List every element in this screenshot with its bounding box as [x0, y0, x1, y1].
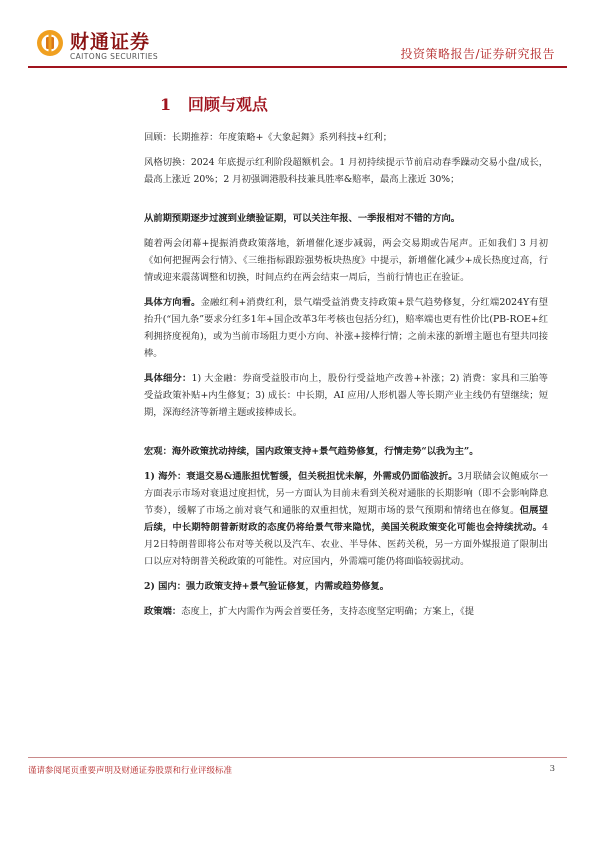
paragraph-direction — [144, 294, 548, 362]
section-number: 1 — [160, 95, 172, 114]
header-divider — [28, 66, 567, 68]
paragraph-segments — [144, 370, 548, 421]
paragraph-overseas — [144, 468, 548, 570]
segments-lead: 具体细分： — [144, 373, 192, 384]
paragraph-two-sessions: 随着两会闭幕+提振消费政策落地，新增催化逐步减弱，两会交易期或告尾声。正如我们 3 月初《如何把握两会行情》、《三维指标跟踪强势板块热度》中提示，新增催化减少+成长热度过高，行情或迎来震荡调整和切换，时间点约在两会结束一周后，当前行情也正在验证。 — [144, 238, 548, 283]
page-number: 3 — [549, 764, 555, 774]
overseas-end: 4月2日特朗普即将公布对等关税以及汽车、农业、半导体、医药关税，另一方面外媒报道了限制出口以应对特朗普关税政策的可能性。对应国内，外需端可能仍将面临较弱扰动。 — [144, 522, 548, 567]
page-header — [0, 0, 595, 70]
paragraph-domestic: 2) 国内：强力政策支持+景气验证修复，内需或趋势修复。 — [144, 581, 390, 592]
paragraph-review: 回顾：长期推荐：年度策略+《大象起舞》系列科技+红利； — [144, 132, 393, 143]
paragraph-style-switch: 风格切换：2024 年底提示红利阶段超额机会。1 月初持续提示节前启动春季躁动交易小盘/成长，最高上涨近 20%；2 月初强调港股科技兼具胜率&赔率，最高上涨近 30%； — [144, 157, 548, 185]
company-logo — [36, 24, 184, 68]
overseas-body: 3月联储会议鲍威尔一方面表示市场对衰退过度担忧，另一方面认为目前未看到关税对通胀的长期影响（即不会影响降息节奏），缓解了市场之前对衰气和通胀的双重担忧，短期市场的景气预期和情绪也在修复。 — [144, 471, 549, 516]
logo-english-name: CAITONG SECURITIES — [70, 52, 159, 61]
paragraph-macro: 宏观：海外政策扰动持续，国内政策支持+景气趋势修复，行情走势“以我为主”。 — [144, 446, 479, 457]
section-heading — [160, 92, 548, 115]
footer-disclaimer: 谨请参阅尾页重要声明及财通证券股票和行业评级标准 — [28, 766, 233, 776]
main-content — [144, 92, 548, 628]
paragraph-policy — [144, 603, 548, 620]
overseas-lead: 1) 海外：衰退交易&通胀担忧暂缓，但关税担忧未解，外需或仍面临波折。 — [144, 471, 458, 482]
segments-body: 1) 大金融：券商受益股市向上，股份行受益地产改善+补涨；2) 消费：家具和三胎等受益政策补贴+内生修复；3) 成长：中长期，AI 应用/人形机器人等长期产业主线仍有望继续；短期，深海经济等新增主题或接棒成长。 — [144, 373, 548, 418]
logo-emblem-icon — [36, 28, 64, 58]
paragraph-key-view: 从前期预期逐步过渡到业绩验证期，可以关注年报、一季报相对不错的方向。 — [144, 213, 461, 224]
logo-chinese-name: 财通证券 — [70, 31, 151, 53]
section-title: 回顾与观点 — [187, 95, 268, 114]
footer-divider — [28, 757, 567, 758]
direction-lead: 具体方向看。 — [144, 297, 201, 308]
direction-body: 金融红利+消费红利，景气端受益消费支持政策+景气趋势修复，分红端2024Y有望抬升(“国九条”要求分红多1年+国企改革3年考核也包括分红)，赔率端也更有性价比(PB-ROE+红利拥挤度视角)，或为当前市场阻力更小方向、补涨+接棒行情；之前未涨的新增主题也有望共同接棒。 — [144, 297, 548, 359]
policy-body: 态度上，扩大内需作为两会首要任务，支持态度坚定明确；方案上，《提 — [181, 606, 475, 617]
report-type-label: 投资策略报告/证券研究报告 — [400, 47, 555, 61]
overseas-outlook: 但展望后续，中长期特朗普新财政的态度仍将给景气带来隐忧，美国关税政策变化可能也会持续扰动。 — [144, 505, 548, 533]
policy-lead: 政策端： — [144, 606, 182, 617]
